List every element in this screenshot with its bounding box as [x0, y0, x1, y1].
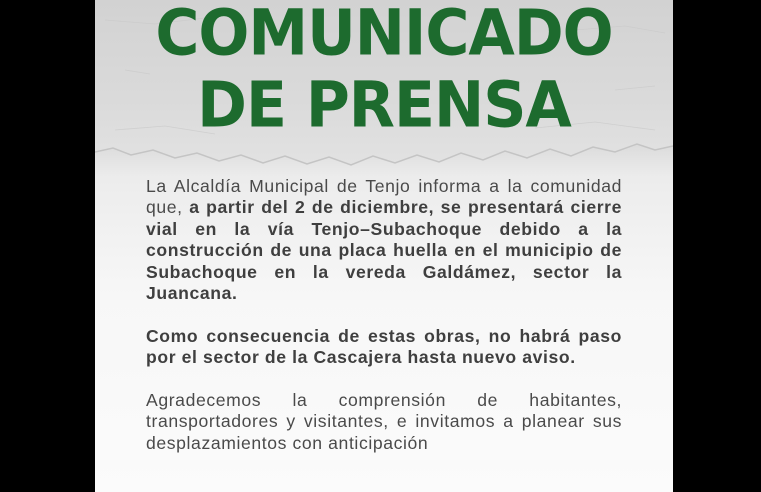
paragraph-1 — [146, 176, 622, 304]
paragraph-2 — [146, 326, 622, 369]
press-release-poster — [95, 0, 673, 492]
paragraph-3-text: Agradecemos la comprensión de habitantes, transportadores y visitantes, e invitamos a planear sus desplazamientos con anticipación — [146, 390, 622, 453]
paragraph-2-bold: Como consecuencia de estas obras, no habrá paso por el sector de la Cascajera hasta nuevo aviso. — [146, 325, 622, 368]
title-line-1: COMUNICADO — [155, 0, 613, 71]
press-release-body — [146, 176, 622, 476]
paragraph-3 — [146, 390, 622, 454]
title-line-2: DE PRENSA — [197, 68, 571, 143]
paragraph-1-bold: a partir del 2 de diciembre, se presentará cierre vial en la vía Tenjo–Subachoque debido a la construcción de una placa huella en el municipio de Subachoque en la vereda Galdámez, sector la Juancana. — [146, 197, 622, 304]
paragraph-1-intro: La Alcaldía Municipal de Tenjo informa a la comunidad que, — [146, 176, 622, 218]
